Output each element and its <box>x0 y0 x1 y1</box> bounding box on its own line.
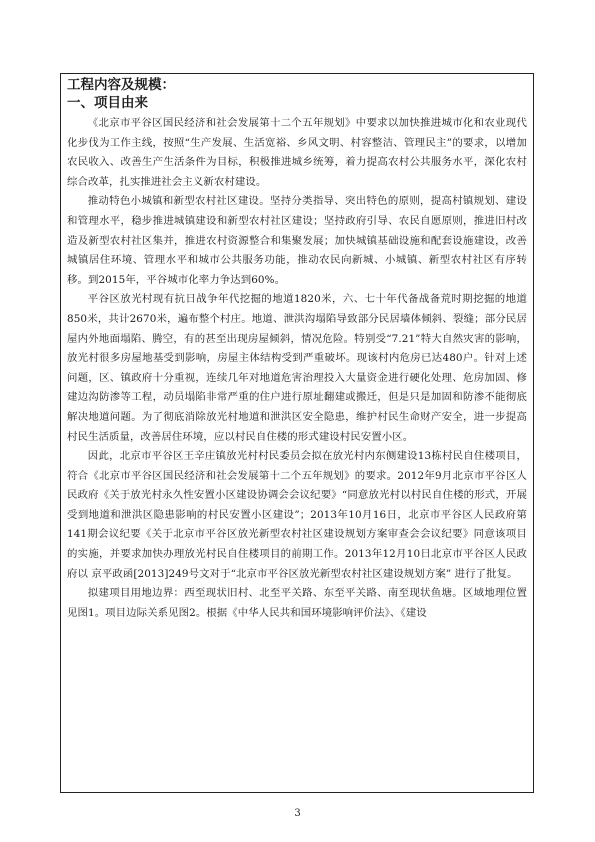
paragraph-3: 平谷区放光村现有抗日战争年代挖掘的地道1820米，六、七十年代备战备荒时期挖掘的地道850米，共计2670米，遍布整个村庄。地道、泄洪沟塌陷导致部分民居墙体倾斜、裂缝；部分民居屋内外地面塌陷、腾空，有的甚至出现房屋倾斜，情况危险。特别受“7.21”特大自然灾害的影响，放光村很多房屋地基受到影响，房屋主体结构受到严重破坏。现该村内危房已达480户。针对上述问题，区、镇政府十分重视，连续几年对地道危害治理投入大量资金进行硬化处理、危房加固、修建边沟防渗等工程，动员塌陷非常严重的住户进行原址翻建或搬迁，但是只是加固和防渗不能彻底解决地道问题。为了彻底消除放光村地道和泄洪区安全隐患，维护村民生命财产安全，进一步提高村民生活质量，改善居住环境，应以村民自住楼的形式建设村民安置小区。 <box>67 293 527 443</box>
paragraph-5: 拟建项目用地边界：西至现状旧村、北至平关路、东至平关路、南至现状鱼塘。区域地理位置见图1。项目边际关系见图2。根据《中华人民共和国环境影响评价法》、《建设 <box>67 587 527 619</box>
paragraph-1: 《北京市平谷区国民经济和社会发展第十二个五年规划》中要求以加快推进城市化和农业现代化步伐为工作主线，按照“生产发展、生活宽裕、乡风文明、村容整洁、管理民主”的要求，以增加农民收入、改善生产生活条件为目标，积极推进城乡统筹，着力提高农村公共服务水平，深化农村综合改革，扎实推进社会主义新农村建设。 <box>67 117 527 188</box>
content-frame <box>60 73 534 793</box>
paragraph-2: 推动特色小城镇和新型农村社区建设。坚持分类指导、突出特色的原则，提高村镇规划、建设和管理水平，稳步推进城镇建设和新型农村社区建设；坚持政府引导、农民自愿原则，推进旧村改造及新型农村社区集并，推进农村资源整合和集聚发展；加快城镇基础设施和配套设施建设，改善城镇居住环境、管理水平和城市公共服务功能，推动农民向新城、小城镇、新型农村社区有序转移。到2015年，平谷城市化率力争达到60%。 <box>67 195 527 286</box>
paragraph-4: 因此，北京市平谷区王辛庄镇放光村村民委员会拟在放光村内东侧建设13栋村民自住楼项目，符合《北京市平谷区国民经济和社会发展第十二个五年规划》的要求。2012年9月北京市平谷区人民政府《关于放光村永久性安置小区建设协调会会议纪要》“同意放光村以村民自住楼的形式，开展受到地道和泄洪区隐患影响的村民安置小区建设”；2013年10月16日，北京市平谷区人民政府第141期会议纪要《关于北京市平谷区放光新型农村社区建设规划方案审查会会议纪要》同意该项目的实施，并要求加快办理放光村民自住楼项目的前期工作。2013年12月10日北京市平谷区人民政府以 京平政函[2013]249号文对于“北京市平谷区放光新型农村社区建设规划方案” 进行了批复。 <box>67 450 527 580</box>
section-title: 一、项目由来 <box>67 95 148 111</box>
content-heading: 工程内容及规模： <box>67 77 175 93</box>
page-number: 3 <box>294 808 301 819</box>
